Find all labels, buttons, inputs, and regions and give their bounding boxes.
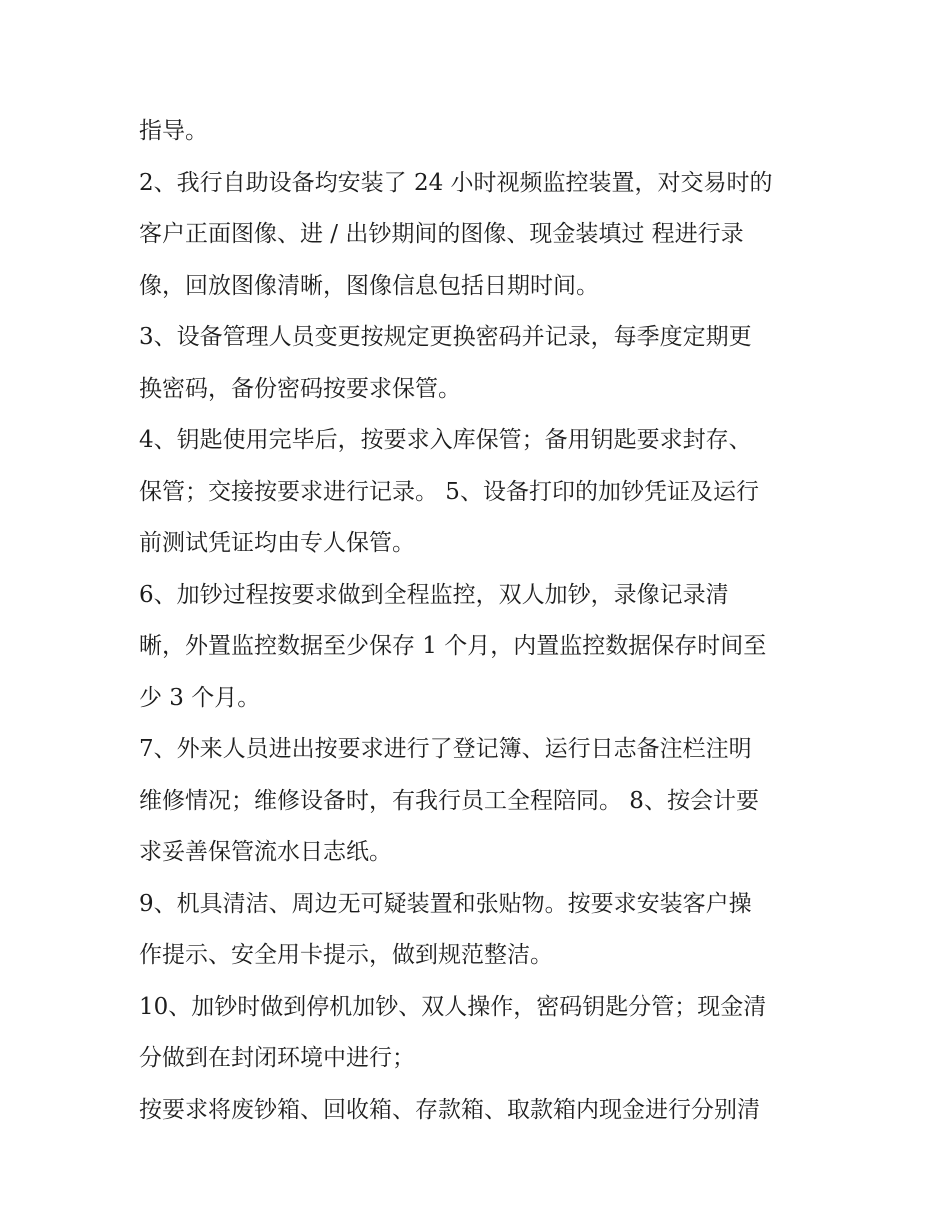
document-body: [139, 106, 829, 1136]
text-line: 9、机具清洁、周边无可疑装置和张贴物。按要求安装客户操: [139, 890, 752, 917]
text-line: 像，回放图像清晰，图像信息包括日期时间。: [139, 272, 599, 299]
text-line: 少 3 个月。: [139, 684, 261, 711]
text-line: 作提示、安全用卡提示，做到规范整洁。: [139, 942, 553, 968]
text-line: 指导。: [139, 118, 208, 144]
text-line: 前测试凭证均由专人保管。: [139, 530, 415, 556]
text-line: 晰，外置监控数据至少保存 1 个月，内置监控数据保存时间至: [139, 633, 767, 659]
text-line: 7、外来人员进出按要求进行了登记簿、运行日志备注栏注明: [139, 736, 752, 762]
text-line: 3、设备管理人员变更按规定更换密码并记录，每季度定期更: [139, 324, 752, 350]
text-line: 2、我行自助设备均安装了 24 小时视频监控装置，对交易时的: [139, 169, 773, 196]
text-line: 按要求将废钞箱、回收箱、存款箱、取款箱内现金进行分别清: [139, 1096, 760, 1123]
text-line: 保管；交接按要求进行记录。 5、设备打印的加钞凭证及运行: [139, 478, 759, 505]
text-line: 换密码，备份密码按要求保管。: [139, 375, 461, 402]
text-line: 4、钥匙使用完毕后，按要求入库保管；备用钥匙要求封存、: [139, 427, 752, 453]
text-line: 分做到在封闭环境中进行；: [139, 1045, 415, 1071]
text-line: 10、加钞时做到停机加钞、双人操作，密码钥匙分管；现金清: [139, 993, 767, 1020]
text-line: 6、加钞过程按要求做到全程监控，双人加钞，录像记录清: [139, 581, 729, 608]
text-line: 客户正面图像、进 / 出钞期间的图像、现金装填过 程进行录: [139, 221, 744, 247]
text-line: 求妥善保管流水日志纸。: [139, 839, 392, 865]
text-line: 维修情况；维修设备时，有我行员工全程陪同。 8、按会计要: [139, 787, 759, 814]
